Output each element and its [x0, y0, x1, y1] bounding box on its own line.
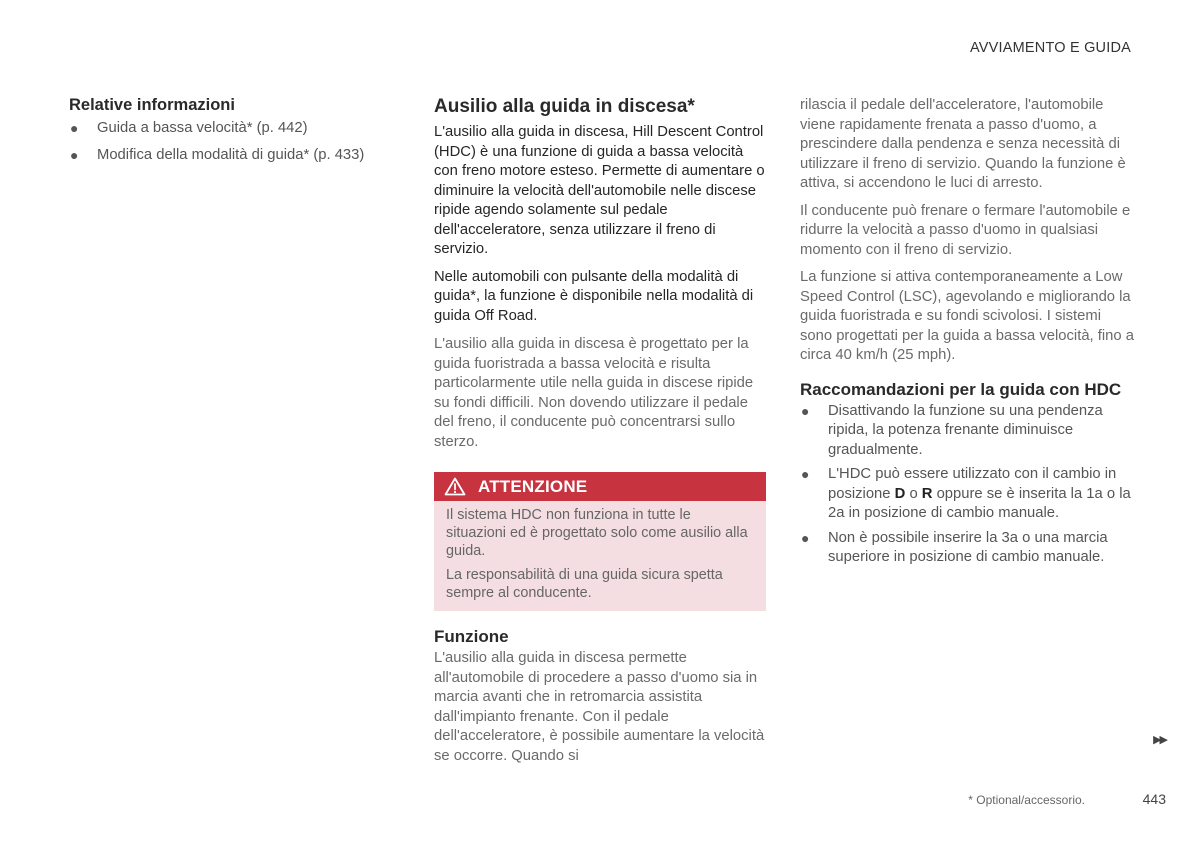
page-number: 443	[1142, 791, 1166, 807]
bullet-icon: ●	[801, 466, 810, 482]
recommendations-title: Raccomandazioni per la guida con HDC	[800, 379, 1122, 399]
list-item: ● Disattivando la funzione su una pendenza ripida, la potenza frenante diminuisce gradualmente.	[801, 402, 1103, 458]
warning-label: ATTENZIONE	[478, 476, 588, 496]
release-pedal-paragraph: rilascia il pedale dell'acceleratore, l'automobile viene rapidamente frenata a passo d'uomo, a prescindere dalla pendenza e senza necessità di utilizzare il freno di servizio. Quando la funzione è attiva, si accendono le luci di arresto.	[800, 97, 1126, 191]
lsc-paragraph: La funzione si attiva contemporaneamente a Low Speed Control (LSC), agevolando e migliorando la guida fuoristrada e su fondi scivolosi. I sistemi sono progettati per la guida a bassa velocità, fino a circa 40 km/h (25 mph).	[800, 269, 1134, 363]
hdc-drive-mode-paragraph: Nelle automobili con pulsante della modalità di guida*, la funzione è disponibile nella modalità di guida Off Road.	[434, 268, 754, 324]
funzione-paragraph: L'ausilio alla guida in discesa permette all'automobile di procedere a passo d'uomo sia in marcia avanti che in retromarcia assistita dall'impianto frenante. Con il pedale dell'acceleratore, è possibile aumentare la velocità se occorre. Quando si	[434, 650, 765, 764]
service-brake-paragraph: Il conducente può frenare o fermare l'automobile e ridurre la velocità a passo d'uomo in qualsiasi momento con il freno di servizio.	[800, 202, 1131, 258]
warning-header	[434, 472, 766, 501]
related-info-title: Relative informazioni	[69, 96, 235, 114]
warning-text-2: La responsabilità di una guida sicura spetta sempre al conducente.	[446, 567, 723, 601]
list-item: ● L'HDC può essere utilizzato con il cambio in posizione D o R oppure se è inserita la 1a o la 2a in posizione di cambio manuale.	[801, 466, 1131, 521]
related-info-column	[69, 96, 389, 172]
hdc-offroad-paragraph: L'ausilio alla guida in discesa è progettato per la guida fuoristrada a bassa velocità e risulta particolarmente utile nella guida in discese ripide su fondi difficili. Non dovendo utilizzare il pedale del freno, il conducente può concentrarsi sullo sterzo.	[434, 336, 754, 450]
related-link-low-speed[interactable]: ● Guida a bassa velocità* (p. 442)	[69, 119, 389, 139]
gear-d-label: D	[894, 485, 906, 502]
related-info-list	[69, 119, 389, 165]
hdc-continued-column	[800, 96, 1135, 573]
bullet-icon: ●	[70, 146, 79, 163]
gear-r-label: R	[921, 485, 933, 502]
bullet-icon: ●	[801, 529, 810, 546]
warning-body	[434, 501, 766, 611]
bullet-icon: ●	[70, 120, 79, 136]
related-link-drive-mode[interactable]: ● Modifica della modalità di guida* (p. 433)	[69, 146, 389, 166]
warning-text-1: Il sistema HDC non funziona in tutte le situazioni ed è progettato solo come ausilio alla guida.	[446, 507, 748, 559]
footnote: * Optional/accessorio.	[968, 793, 1085, 807]
section-header: AVVIAMENTO E GUIDA	[970, 40, 1131, 56]
recommendations-list	[800, 402, 1135, 568]
hdc-column	[434, 96, 768, 766]
warning-triangle-icon	[444, 477, 466, 496]
hdc-title: Ausilio alla guida in discesa*	[434, 96, 695, 117]
hdc-intro-paragraph: L'ausilio alla guida in discesa, Hill Descent Control (HDC) è una funzione di guida a bassa velocità con freno motore esteso. Permette di aumentare o diminuire la velocità dell'automobile nelle discese ripide agendo solamente sul pedale dell'acceleratore, senza utilizzare il freno di servizio.	[434, 124, 765, 257]
bullet-icon: ●	[801, 402, 810, 419]
funzione-title: Funzione	[434, 627, 509, 646]
list-item: ● Non è possibile inserire la 3a o una marcia superiore in posizione di cambio manuale.	[801, 529, 1108, 565]
warning-box	[434, 472, 766, 611]
continue-arrows-icon: ▶▶	[1153, 734, 1166, 746]
